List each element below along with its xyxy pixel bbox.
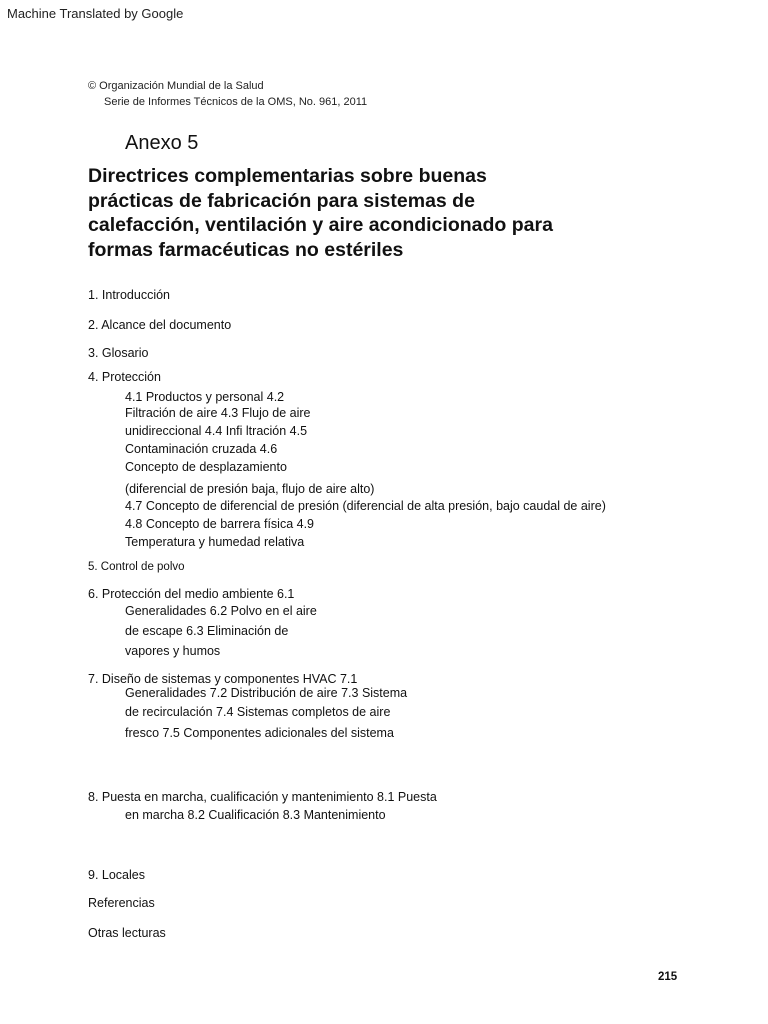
toc-section-5: 5. Control de polvo bbox=[88, 561, 185, 573]
toc-subline: en marcha 8.2 Cualificación 8.3 Mantenimiento bbox=[125, 808, 386, 822]
translation-banner: Machine Translated by Google bbox=[7, 6, 184, 21]
toc-subline: Temperatura y humedad relativa bbox=[125, 535, 305, 549]
toc-section-7: 7. Diseño de sistemas y componentes HVAC 7.1 bbox=[88, 672, 358, 686]
page-number: 215 bbox=[658, 971, 678, 983]
toc-subline: 4.7 Concepto de diferencial de presión (diferencial de alta presión, bajo caudal de aire) bbox=[125, 499, 606, 513]
toc-subline: Generalidades 7.2 Distribución de aire 7.3 Sistema bbox=[125, 686, 408, 700]
toc-subline: unidireccional 4.4 Infi ltración 4.5 bbox=[125, 424, 308, 438]
toc-subline: 4.1 Productos y personal 4.2 bbox=[125, 390, 285, 404]
toc-subline: Filtración de aire 4.3 Flujo de aire bbox=[125, 406, 311, 420]
toc-section-8: 8. Puesta en marcha, cualificación y mantenimiento 8.1 Puesta bbox=[88, 790, 437, 804]
toc-subline: vapores y humos bbox=[125, 644, 221, 658]
toc-section-6: 6. Protección del medio ambiente 6.1 bbox=[88, 587, 295, 601]
toc-references: Referencias bbox=[88, 896, 155, 910]
title-line: Directrices complementarias sobre buenas bbox=[88, 165, 487, 187]
toc-section-9: 9. Locales bbox=[88, 868, 145, 882]
toc-section-2: 2. Alcance del documento bbox=[88, 318, 232, 332]
title-line: calefacción, ventilación y aire acondicionado para bbox=[88, 214, 553, 236]
toc-subline: Contaminación cruzada 4.6 bbox=[125, 442, 278, 456]
toc-subline: fresco 7.5 Componentes adicionales del sistema bbox=[125, 726, 394, 740]
toc-section-3: 3. Glosario bbox=[88, 346, 149, 360]
document-title bbox=[88, 164, 553, 262]
toc-further-reading: Otras lecturas bbox=[88, 926, 166, 940]
toc-subline: Generalidades 6.2 Polvo en el aire bbox=[125, 604, 317, 618]
toc-subline: Concepto de desplazamiento bbox=[125, 460, 287, 474]
toc-section-1: 1. Introducción bbox=[88, 288, 170, 302]
title-line: prácticas de fabricación para sistemas de bbox=[88, 189, 475, 212]
annex-label: Anexo 5 bbox=[125, 132, 199, 154]
series-line: Serie de Informes Técnicos de la OMS, No. 961, 2011 bbox=[104, 96, 368, 108]
title-line: formas farmacéuticas no estériles bbox=[88, 238, 404, 261]
toc-subline: de recirculación 7.4 Sistemas completos de aire bbox=[125, 705, 391, 719]
copyright-line: © Organización Mundial de la Salud bbox=[88, 80, 264, 92]
toc-section-4: 4. Protección bbox=[88, 370, 161, 384]
toc-subline: (diferencial de presión baja, flujo de aire alto) bbox=[125, 482, 375, 496]
toc-subline: 4.8 Concepto de barrera física 4.9 bbox=[125, 517, 315, 531]
toc-subline: de escape 6.3 Eliminación de bbox=[125, 624, 289, 638]
